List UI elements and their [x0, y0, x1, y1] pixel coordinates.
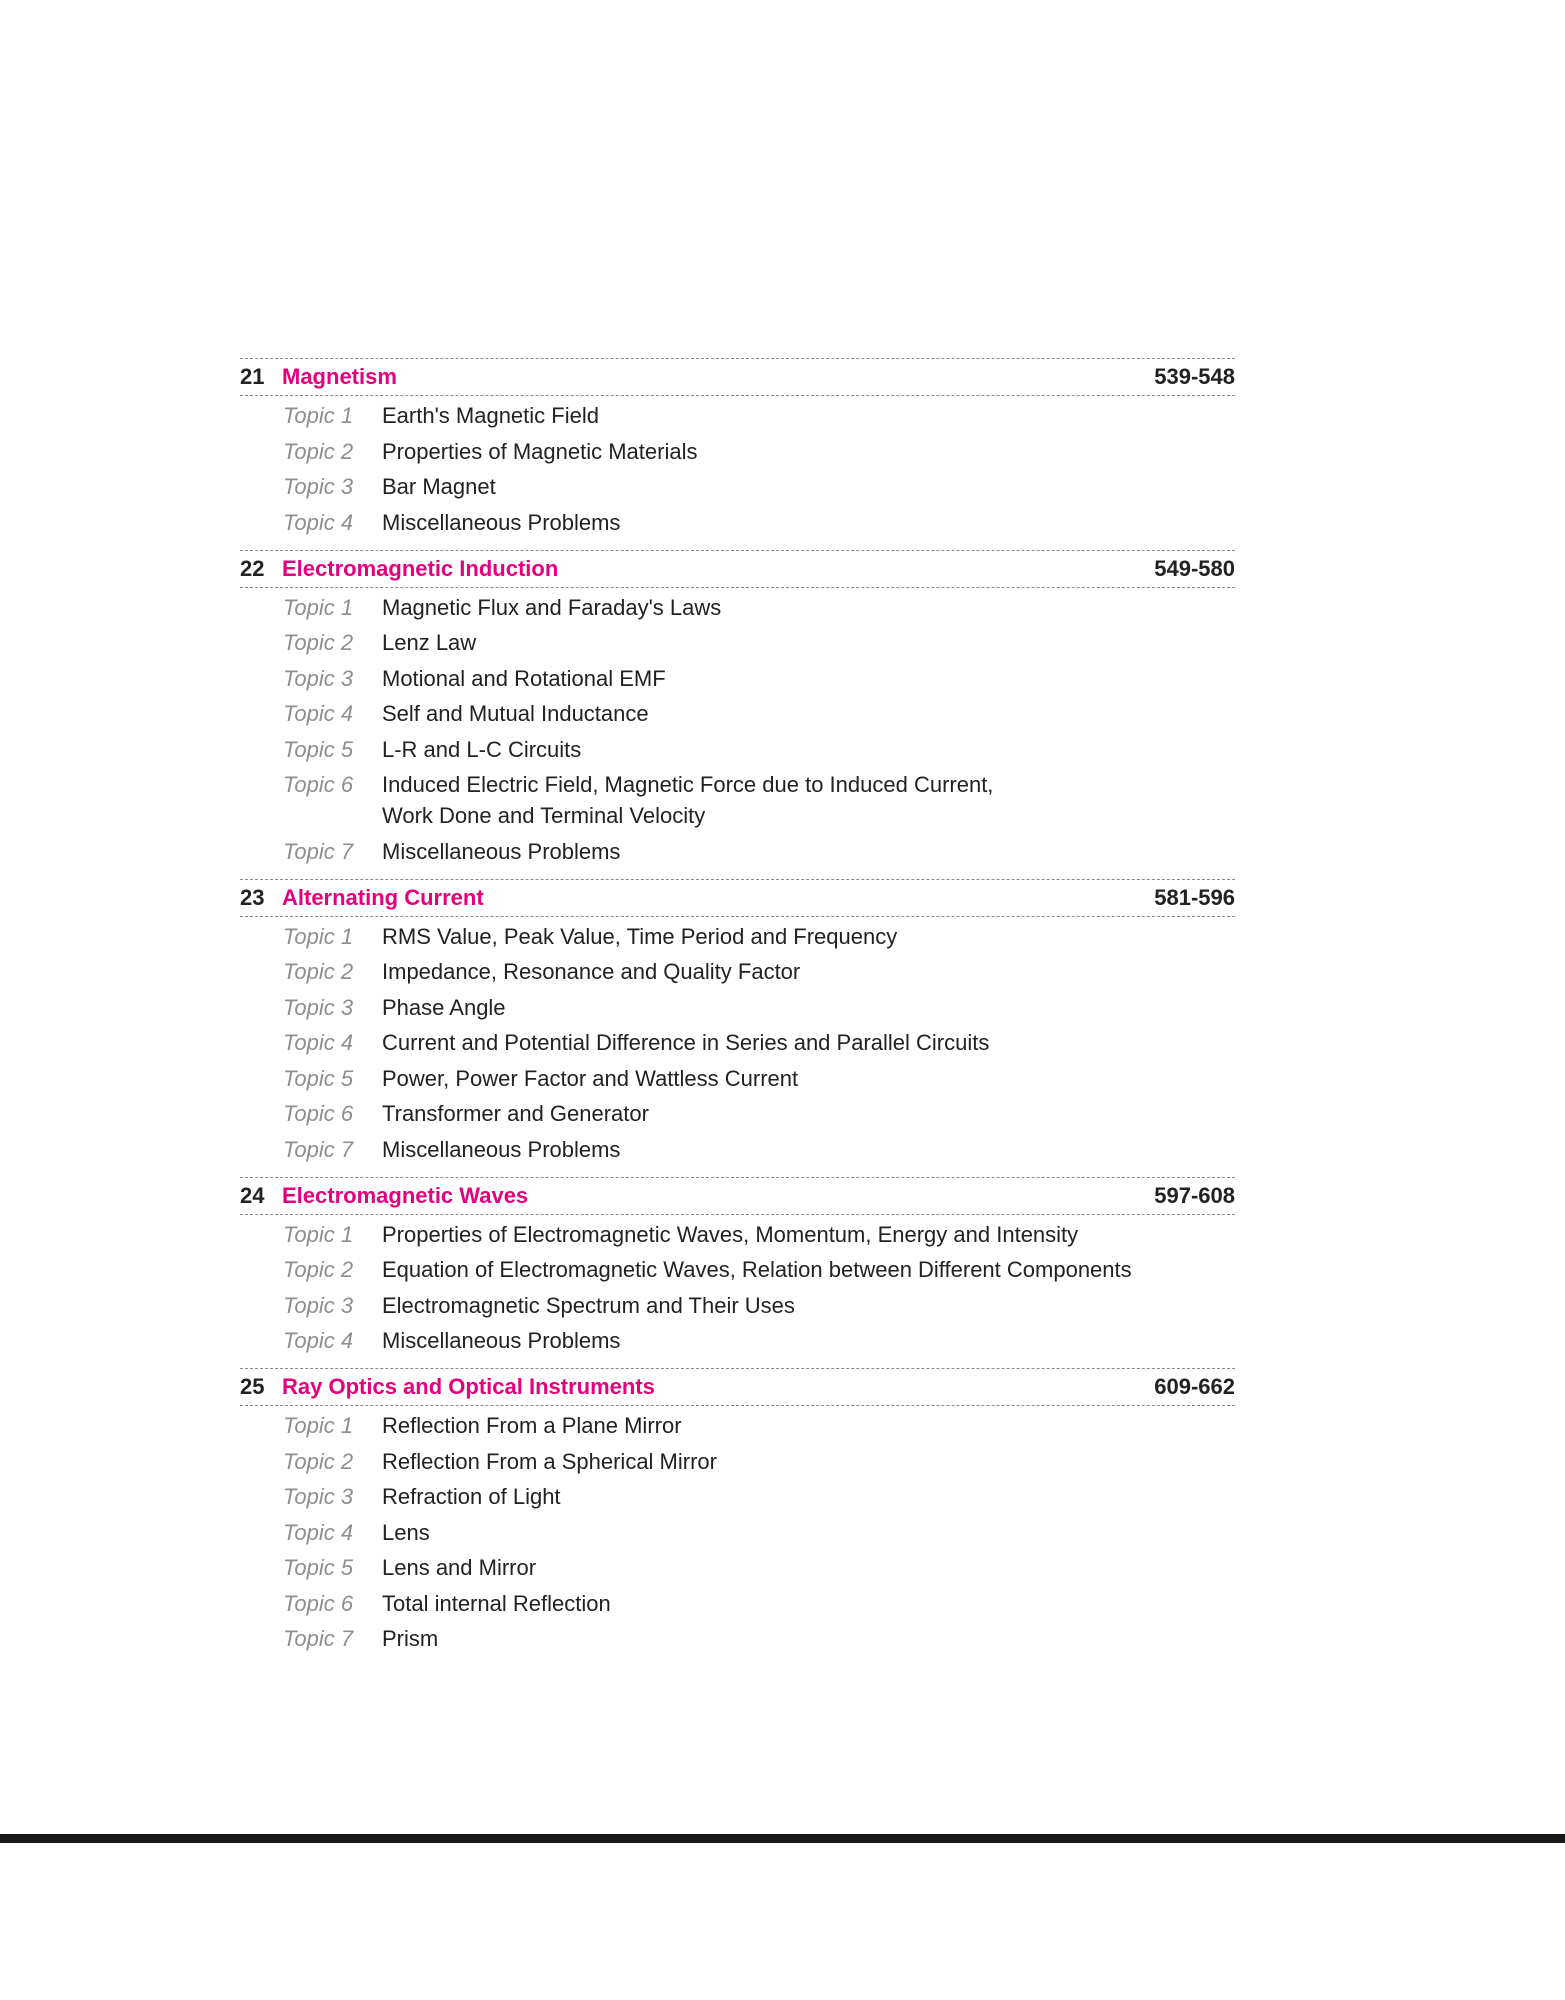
topic-label: Topic 3 — [283, 994, 354, 1020]
chapter-page-range: 597-608 — [1154, 1182, 1235, 1208]
topic-title-line: Prism — [382, 1626, 439, 1651]
topic-title-line: Total internal Reflection — [382, 1590, 611, 1616]
topic-label: Topic 2 — [283, 630, 354, 655]
topic-title-line: Miscellaneous Problems — [382, 1328, 621, 1353]
topic-row — [240, 1063, 1235, 1094]
topic-label: Topic 2 — [283, 1257, 354, 1282]
topic-title-line: Induced Electric Field, Magnetic Force due to Induced Current, — [382, 772, 994, 797]
topic-label: Topic 4 — [283, 509, 354, 535]
topic-label: Topic 7 — [283, 1136, 354, 1162]
chapter-heading — [240, 1177, 1235, 1215]
topic-label: Topic 2 — [283, 1448, 354, 1474]
topic-title-line: Phase Angle — [382, 994, 506, 1020]
topic-title — [382, 507, 1235, 538]
topic-title — [382, 436, 1235, 467]
topic-row — [240, 1325, 1235, 1356]
chapter-page-range: 609-662 — [1154, 1374, 1235, 1399]
topic-title-line: Lens — [382, 1519, 430, 1545]
topic-label: Topic 5 — [283, 1065, 354, 1091]
chapter-section — [240, 550, 1235, 867]
chapter-heading — [240, 1368, 1235, 1406]
topic-row — [240, 1517, 1235, 1548]
topic-title — [382, 1588, 1235, 1619]
topic-title — [382, 1481, 1235, 1512]
topic-title-line: Properties of Magnetic Materials — [382, 438, 698, 464]
topic-title-line: Magnetic Flux and Faraday's Laws — [382, 594, 722, 620]
topic-label: Topic 4 — [283, 1030, 354, 1055]
chapter-page-range: 549-580 — [1154, 555, 1235, 581]
topic-row — [240, 1134, 1235, 1165]
topic-title-line: Miscellaneous Problems — [382, 1136, 621, 1162]
chapter-number: 23 — [240, 884, 265, 910]
topic-label: Topic 2 — [283, 959, 354, 984]
chapter-number: 25 — [240, 1374, 265, 1399]
topic-title — [382, 1517, 1235, 1548]
topic-label: Topic 4 — [283, 701, 354, 726]
topic-title-line: RMS Value, Peak Value, Time Period and Frequency — [382, 923, 898, 949]
topic-title — [382, 627, 1235, 658]
topic-title — [382, 1446, 1235, 1477]
topic-row — [240, 769, 1235, 831]
topic-label: Topic 7 — [283, 838, 354, 864]
topic-title — [382, 1410, 1235, 1441]
chapter-number: 24 — [240, 1182, 265, 1208]
topic-label: Topic 4 — [283, 1519, 354, 1545]
topic-title — [382, 663, 1235, 694]
chapter-page-range: 581-596 — [1154, 884, 1235, 910]
topic-title-line: Current and Potential Difference in Series and Parallel Circuits — [382, 1030, 990, 1055]
topic-title-line: Miscellaneous Problems — [382, 509, 621, 535]
topic-row — [240, 436, 1235, 467]
topic-label: Topic 1 — [283, 923, 354, 949]
topic-label: Topic 1 — [283, 403, 354, 428]
topic-label: Topic 3 — [283, 665, 354, 691]
chapter-page-range: 539-548 — [1154, 364, 1235, 389]
topic-row — [240, 663, 1235, 694]
topic-label: Topic 3 — [283, 1484, 354, 1509]
topic-row — [240, 1410, 1235, 1441]
topic-row — [240, 1290, 1235, 1321]
topic-title — [382, 1623, 1235, 1654]
topic-row — [240, 1588, 1235, 1619]
chapter-number: 21 — [240, 364, 265, 389]
topic-title-line: Reflection From a Spherical Mirror — [382, 1448, 717, 1474]
topic-label: Topic 5 — [283, 736, 354, 762]
topic-title-line: Refraction of Light — [382, 1484, 561, 1509]
topic-title — [382, 992, 1235, 1023]
topic-title — [382, 1254, 1235, 1285]
topic-list — [240, 588, 1235, 867]
topic-title-line: Power, Power Factor and Wattless Current — [382, 1065, 799, 1091]
table-of-contents — [240, 358, 1235, 1666]
topic-title — [382, 592, 1235, 623]
topic-title-line: L-R and L-C Circuits — [382, 736, 582, 762]
topic-title — [382, 1290, 1235, 1321]
topic-title-line: Bar Magnet — [382, 474, 496, 499]
topic-title — [382, 1134, 1235, 1165]
topic-title-line: Self and Mutual Inductance — [382, 701, 649, 726]
topic-title — [382, 769, 1235, 831]
topic-title-line: Equation of Electromagnetic Waves, Relation between Different Components — [382, 1257, 1132, 1282]
topic-label: Topic 7 — [283, 1626, 354, 1651]
topic-title — [382, 734, 1235, 765]
topic-label: Topic 1 — [283, 1413, 354, 1438]
topic-row — [240, 1219, 1235, 1250]
topic-row — [240, 1098, 1235, 1129]
topic-row — [240, 956, 1235, 987]
topic-row — [240, 627, 1235, 658]
chapter-section — [240, 358, 1235, 538]
topic-title-line: Work Done and Terminal Velocity — [382, 803, 706, 828]
topic-list — [240, 1215, 1235, 1357]
chapter-heading — [240, 358, 1235, 396]
topic-title — [382, 1552, 1235, 1583]
topic-title — [382, 1063, 1235, 1094]
topic-list — [240, 1406, 1235, 1654]
topic-label: Topic 1 — [283, 1221, 354, 1247]
topic-title-line: Properties of Electromagnetic Waves, Momentum, Energy and Intensity — [382, 1221, 1079, 1247]
topic-title-line: Lens and Mirror — [382, 1555, 537, 1580]
chapter-title: Magnetism — [282, 364, 397, 389]
chapter-title: Alternating Current — [282, 884, 484, 910]
topic-title — [382, 836, 1235, 867]
topic-row — [240, 1254, 1235, 1285]
topic-title-line: Miscellaneous Problems — [382, 838, 621, 864]
topic-label: Topic 6 — [283, 1101, 354, 1126]
topic-row — [240, 992, 1235, 1023]
topic-row — [240, 471, 1235, 502]
topic-row — [240, 734, 1235, 765]
topic-row — [240, 921, 1235, 952]
topic-row — [240, 507, 1235, 538]
topic-row — [240, 698, 1235, 729]
chapter-number: 22 — [240, 555, 265, 581]
topic-label: Topic 4 — [283, 1328, 354, 1353]
topic-title-line: Lenz Law — [382, 630, 477, 655]
topic-title — [382, 1325, 1235, 1356]
topic-title — [382, 1027, 1235, 1058]
topic-list — [240, 917, 1235, 1165]
topic-title-line: Impedance, Resonance and Quality Factor — [382, 959, 801, 984]
topic-list — [240, 396, 1235, 538]
chapter-heading — [240, 879, 1235, 917]
chapter-title: Electromagnetic Waves — [282, 1182, 529, 1208]
topic-title-line: Electromagnetic Spectrum and Their Uses — [382, 1292, 795, 1318]
topic-label: Topic 6 — [283, 1590, 354, 1616]
topic-label: Topic 3 — [283, 474, 354, 499]
topic-row — [240, 1027, 1235, 1058]
topic-row — [240, 592, 1235, 623]
topic-label: Topic 1 — [283, 594, 354, 620]
topic-title-line: Reflection From a Plane Mirror — [382, 1413, 682, 1438]
chapter-section — [240, 1177, 1235, 1357]
chapter-section — [240, 879, 1235, 1165]
chapter-section — [240, 1368, 1235, 1654]
topic-title — [382, 698, 1235, 729]
topic-row — [240, 1481, 1235, 1512]
chapter-title: Ray Optics and Optical Instruments — [282, 1374, 655, 1399]
topic-title — [382, 956, 1235, 987]
topic-title — [382, 400, 1235, 431]
topic-title-line: Transformer and Generator — [382, 1101, 649, 1126]
bottom-rule — [0, 1834, 1565, 1843]
topic-row — [240, 1623, 1235, 1654]
topic-title-line: Motional and Rotational EMF — [382, 665, 666, 691]
topic-label: Topic 3 — [283, 1292, 354, 1318]
topic-title — [382, 1098, 1235, 1129]
chapter-heading — [240, 550, 1235, 588]
topic-title-line: Earth's Magnetic Field — [382, 403, 599, 428]
topic-row — [240, 400, 1235, 431]
topic-row — [240, 1446, 1235, 1477]
topic-label: Topic 6 — [283, 772, 354, 797]
topic-label: Topic 2 — [283, 438, 354, 464]
topic-title — [382, 1219, 1235, 1250]
topic-title — [382, 921, 1235, 952]
topic-row — [240, 1552, 1235, 1583]
chapter-title: Electromagnetic Induction — [282, 555, 559, 581]
topic-title — [382, 471, 1235, 502]
topic-row — [240, 836, 1235, 867]
topic-label: Topic 5 — [283, 1555, 354, 1580]
